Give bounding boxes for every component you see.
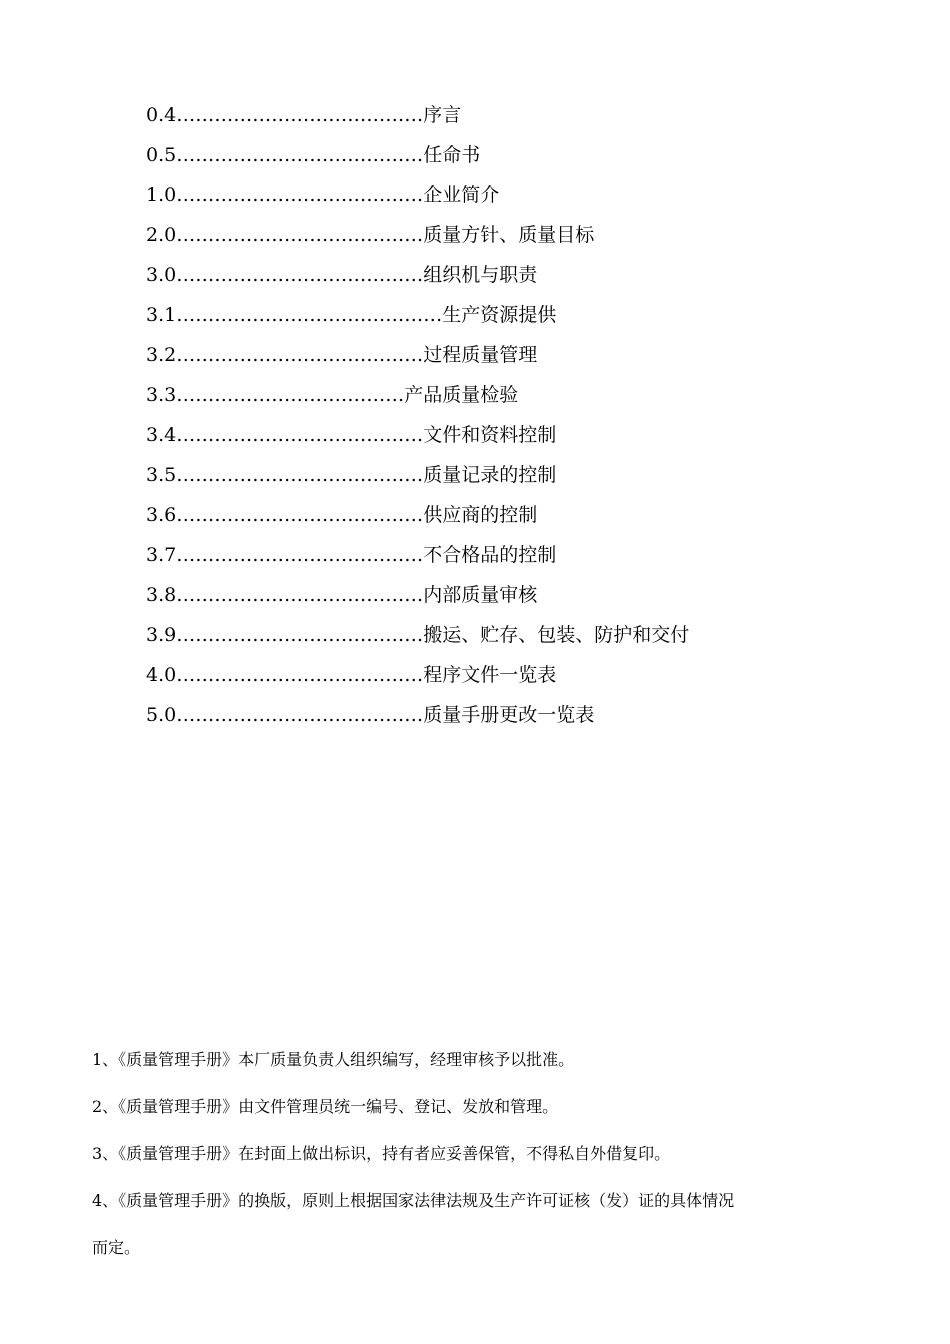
toc-leader: ………………………………… — [176, 704, 424, 726]
toc-number: 3.5 — [146, 464, 177, 486]
toc-leader: ………………………………… — [176, 624, 424, 646]
toc-number: 3.1 — [146, 304, 177, 326]
notes-section — [92, 1036, 892, 1271]
toc-entry-3-6 — [146, 500, 906, 540]
toc-title: 质量手册更改一览表 — [423, 704, 595, 726]
toc-entry-0-5 — [146, 140, 906, 180]
note-item: 3、《质量管理手册》在封面上做出标识，持有者应妥善保管，不得私自外借复印。 — [92, 1144, 671, 1163]
toc-leader: ………………………………… — [176, 544, 424, 566]
toc-entry-3-0 — [146, 260, 906, 300]
toc-title: 搬运、贮存、包装、防护和交付 — [423, 624, 690, 646]
toc-number: 3.8 — [146, 584, 177, 606]
toc-title: 质量方针、质量目标 — [423, 224, 595, 246]
note-item-continuation: 而定。 — [92, 1238, 141, 1257]
toc-number: 3.7 — [146, 544, 177, 566]
toc-number: 5.0 — [146, 704, 177, 726]
toc-title: 生产资源提供 — [442, 304, 557, 326]
toc-leader: ………………………………… — [176, 264, 424, 286]
toc-number: 3.3 — [146, 384, 177, 406]
toc-leader: ………………………………… — [176, 344, 424, 366]
toc-leader: ………………………………… — [176, 424, 424, 446]
toc-number: 0.5 — [146, 144, 177, 166]
toc-entry-3-1 — [146, 300, 906, 340]
toc-number: 2.0 — [146, 224, 177, 246]
toc-leader: ………………………………… — [176, 104, 424, 126]
toc-title: 任命书 — [423, 144, 481, 166]
toc-leader: ………………………………… — [176, 664, 424, 686]
table-of-contents — [146, 100, 906, 740]
note-item: 4、《质量管理手册》的换版，原则上根据国家法律法规及生产许可证核（发）证的具体情况 — [92, 1191, 735, 1210]
toc-entry-3-7 — [146, 540, 906, 580]
note-item: 1、《质量管理手册》本厂质量负责人组织编写，经理审核予以批准。 — [92, 1050, 575, 1069]
toc-leader: ………………………………… — [176, 184, 424, 206]
toc-number: 3.0 — [146, 264, 177, 286]
toc-number: 3.4 — [146, 424, 177, 446]
toc-title: 序言 — [423, 104, 462, 126]
toc-title: 组织机与职责 — [423, 264, 538, 286]
toc-title: 程序文件一览表 — [423, 664, 557, 686]
toc-entry-2-0 — [146, 220, 906, 260]
toc-leader: ………………………………… — [176, 144, 424, 166]
toc-title: 文件和资料控制 — [423, 424, 557, 446]
toc-title: 产品质量检验 — [404, 384, 519, 406]
toc-title: 供应商的控制 — [423, 504, 538, 526]
toc-entry-3-2 — [146, 340, 906, 380]
toc-leader: ………………………………… — [176, 224, 424, 246]
toc-title: 内部质量审核 — [423, 584, 538, 606]
toc-leader: …………………………………… — [176, 304, 443, 326]
toc-entry-5-0 — [146, 700, 906, 740]
toc-title: 质量记录的控制 — [423, 464, 557, 486]
toc-entry-3-4 — [146, 420, 906, 460]
toc-entry-3-5 — [146, 460, 906, 500]
toc-entry-3-9 — [146, 620, 906, 660]
toc-leader: ………………………………… — [176, 584, 424, 606]
toc-leader: ………………………………… — [176, 504, 424, 526]
note-item: 2、《质量管理手册》由文件管理员统一编号、登记、发放和管理。 — [92, 1097, 559, 1116]
toc-number: 3.2 — [146, 344, 177, 366]
toc-number: 3.6 — [146, 504, 177, 526]
toc-entry-1-0 — [146, 180, 906, 220]
toc-title: 企业简介 — [423, 184, 500, 206]
toc-title: 不合格品的控制 — [423, 544, 557, 566]
toc-number: 1.0 — [146, 184, 177, 206]
toc-number: 0.4 — [146, 104, 177, 126]
toc-entry-3-8 — [146, 580, 906, 620]
toc-number: 3.9 — [146, 624, 177, 646]
toc-title: 过程质量管理 — [423, 344, 538, 366]
toc-entry-0-4 — [146, 100, 906, 140]
toc-entry-3-3 — [146, 380, 906, 420]
toc-number: 4.0 — [146, 664, 177, 686]
toc-leader: ………………………………… — [176, 464, 424, 486]
toc-entry-4-0 — [146, 660, 906, 700]
toc-leader: ……………………………… — [176, 384, 405, 406]
